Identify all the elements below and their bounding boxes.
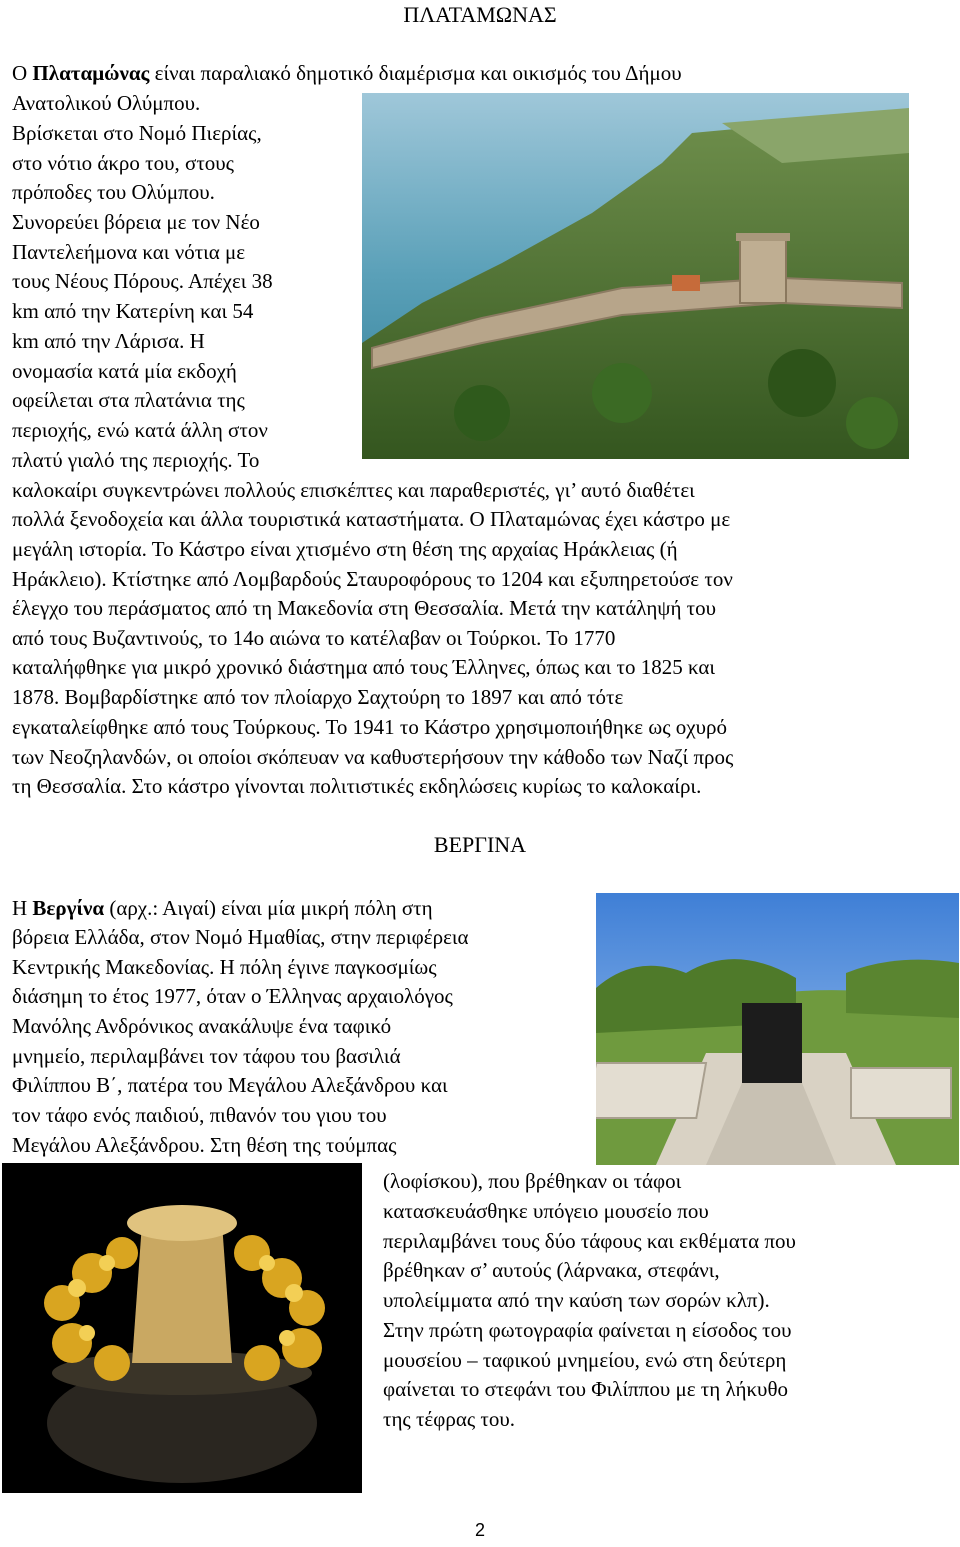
vergina-paragraph-text: (αρχ.: Αιγαί) είναι μία μικρή πόλη στη: [104, 896, 433, 920]
platamonas-paragraph-line: [12, 415, 268, 445]
platamonas-paragraph-line: [12, 771, 701, 801]
platamonas-paragraph-line: [12, 623, 615, 653]
vergina-paragraph-place-name: Βεργίνα: [32, 896, 105, 920]
platamonas-paragraph-line: [12, 504, 730, 534]
platamonas-paragraph-line: [12, 712, 727, 742]
platamonas-paragraph-line: [12, 58, 682, 88]
platamonas-paragraph-text: Βρίσκεται στο Νομό Πιερίας,: [12, 121, 262, 145]
vergina-paragraph-line: [12, 1011, 391, 1041]
platamonas-paragraph-text: Ο: [12, 61, 33, 85]
platamonas-paragraph-line: [12, 356, 237, 386]
platamonas-paragraph-text: πλατύ γιαλό της περιοχής. Το: [12, 448, 260, 472]
platamonas-paragraph-line: [12, 445, 259, 475]
vergina-paragraph-line: [12, 952, 437, 982]
vergina-paragraph-line: [383, 1166, 681, 1196]
vergina-paragraph-line: [383, 1374, 788, 1404]
vergina-paragraph-line: [12, 893, 433, 923]
vergina-paragraph-text: φαίνεται το στεφάνι του Φιλίππου με τη λήκυθο: [383, 1377, 788, 1401]
platamonas-paragraph-text: καλοκαίρι συγκεντρώνει πολλούς επισκέπτες και παραθεριστές, γι’ αυτό διαθέτει: [12, 478, 695, 502]
platamonas-paragraph-line: [12, 296, 253, 326]
platamonas-paragraph-place-name: Πλαταμώνας: [32, 61, 150, 85]
platamonas-paragraph-line: [12, 118, 262, 148]
vergina-paragraph-text: Μανόλης Ανδρόνικος ανακάλυψε ένα ταφικό: [12, 1014, 392, 1038]
platamonas-paragraph-text: Ηράκλειο). Κτίστηκε από Λομβαρδούς Σταυροφόρους το 1204 και εξυπηρετούσε τον: [12, 567, 733, 591]
golden-wreath-photo: [2, 1163, 362, 1493]
vergina-paragraph-text: Φιλίππου Β΄, πατέρα του Μεγάλου Αλεξάνδρου και: [12, 1073, 448, 1097]
platamonas-paragraph-line: [12, 534, 678, 564]
platamonas-paragraph-text: από τους Βυζαντινούς, το 14ο αιώνα το κατέλαβαν οι Τούρκοι. Το 1770: [12, 626, 616, 650]
platamonas-paragraph-text: εγκαταλείφθηκε από τους Τούρκους. Το 1941 το Κάστρο χρησιμοποιήθηκε ως οχυρό: [12, 715, 727, 739]
platamonas-paragraph-line: [12, 475, 695, 505]
platamonas-paragraph-line: [12, 682, 623, 712]
platamonas-paragraph-line: [12, 564, 733, 594]
platamonas-paragraph-text: 1878. Βομβαρδίστηκε από τον πλοίαρχο Σαχτούρη το 1897 και από τότε: [12, 685, 624, 709]
vergina-paragraph-text: περιλαμβάνει τους δύο τάφους και εκθέματα που: [383, 1229, 796, 1253]
platamonas-paragraph-line: [12, 207, 260, 237]
platamonas-castle-photo: [362, 93, 909, 459]
platamonas-paragraph-text: Παντελεήμονα και νότια με: [12, 240, 246, 264]
vergina-paragraph-text: κατασκευάσθηκε υπόγειο μουσείο που: [383, 1199, 709, 1223]
platamonas-paragraph-text: μεγάλη ιστορία. Το Κάστρο είναι χτισμένο στη θέση της αρχαίας Ηράκλειας (ή: [12, 537, 678, 561]
vergina-paragraph-line: [383, 1196, 709, 1226]
platamonas-paragraph-text: πολλά ξενοδοχεία και άλλα τουριστικά καταστήματα. Ο Πλαταμώνας έχει κάστρο με: [12, 507, 731, 531]
vergina-paragraph-line: [383, 1226, 796, 1256]
vergina-paragraph-text: μουσείου – ταφικού μνημείου, ενώ στη δεύτερη: [383, 1348, 787, 1372]
platamonas-paragraph-text: οφείλεται στα πλατάνια της: [12, 388, 245, 412]
vergina-paragraph-line: [383, 1285, 770, 1315]
vergina-paragraph-text: Η: [12, 896, 33, 920]
vergina-museum-entrance-photo: [596, 893, 959, 1165]
vergina-paragraph-text: υπολείμματα από την καύση των σορών κλπ).: [383, 1288, 770, 1312]
vergina-paragraph-text: βόρεια Ελλάδα, στον Νομό Ημαθίας, στην περιφέρεια: [12, 925, 469, 949]
platamonas-paragraph-line: [12, 237, 245, 267]
platamonas-paragraph-line: [12, 385, 245, 415]
vergina-paragraph-text: της τέφρας του.: [383, 1407, 515, 1431]
platamonas-paragraph-text: Συνορεύει βόρεια με τον Νέο: [12, 210, 260, 234]
platamonas-paragraph-line: [12, 593, 716, 623]
platamonas-paragraph-text: km από την Λάρισα. Η: [12, 329, 205, 353]
platamonas-paragraph-text: στο νότιο άκρο του, στους: [12, 151, 234, 175]
vergina-paragraph-text: τον τάφο ενός παιδιού, πιθανόν του γιου του: [12, 1103, 387, 1127]
vergina-paragraph-line: [12, 1100, 387, 1130]
vergina-paragraph-line: [12, 922, 469, 952]
platamonas-paragraph-line: [12, 266, 273, 296]
platamonas-paragraph-line: [12, 326, 205, 356]
platamonas-paragraph-text: πρόποδες του Ολύμπου.: [12, 180, 215, 204]
platamonas-paragraph-text: έλεγχο του περάσματος από τη Μακεδονία στη Θεσσαλία. Μετά την κατάληψή του: [12, 596, 717, 620]
vergina-paragraph-text: βρέθηκαν σ’ αυτούς (λάρνακα, στεφάνι,: [383, 1258, 720, 1282]
vergina-paragraph-line: [12, 981, 453, 1011]
vergina-paragraph-line: [12, 1041, 401, 1071]
platamonas-paragraph-text: καταλήφθηκε για μικρό χρονικό διάστημα από τους Έλληνες, όπως και το 1825 και: [12, 655, 716, 679]
vergina-paragraph-text: Στην πρώτη φωτογραφία φαίνεται η είσοδος του: [383, 1318, 792, 1342]
platamonas-paragraph-text: km από την Κατερίνη και 54: [12, 299, 254, 323]
vergina-paragraph-text: Μεγάλου Αλεξάνδρου. Στη θέση της τούμπας: [12, 1133, 397, 1157]
platamonas-paragraph-line: [12, 177, 215, 207]
vergina-paragraph-text: (λοφίσκου), που βρέθηκαν οι τάφοι: [383, 1169, 682, 1193]
platamonas-paragraph-text: είναι παραλιακό δημοτικό διαμέρισμα και οικισμός του Δήμου: [149, 61, 682, 85]
vergina-paragraph-text: μνημείο, περιλαμβάνει τον τάφου του βασιλιά: [12, 1044, 401, 1068]
vergina-paragraph-text: Κεντρικής Μακεδονίας. Η πόλη έγινε παγκοσμίως: [12, 955, 437, 979]
platamonas-paragraph-text: των Νεοζηλανδών, οι οποίοι σκόπευαν να καθυστερήσουν την κάθοδο των Ναζί προς: [12, 745, 734, 769]
vergina-paragraph-line: [12, 1130, 396, 1160]
vergina-paragraph-text: διάσημη το έτος 1977, όταν ο Έλληνας αρχαιολόγος: [12, 984, 453, 1008]
vergina-paragraph-line: [383, 1255, 720, 1285]
vergina-paragraph-line: [12, 1070, 448, 1100]
platamonas-paragraph-text: περιοχής, ενώ κατά άλλη στον: [12, 418, 268, 442]
section-title-vergina: ΒΕΡΓΙΝΑ: [433, 832, 527, 857]
platamonas-paragraph-line: [12, 88, 200, 118]
platamonas-paragraph-text: ονομασία κατά μία εκδοχή: [12, 359, 237, 383]
vergina-paragraph-line: [383, 1345, 786, 1375]
vergina-paragraph-line: [383, 1315, 792, 1345]
section-title-platamonas: ΠΛΑΤΑΜΩΝΑΣ: [403, 2, 557, 27]
page-number: 2: [474, 1520, 485, 1540]
platamonas-paragraph-text: τη Θεσσαλία. Στο κάστρο γίνονται πολιτιστικές εκδηλώσεις κυρίως το καλοκαίρι.: [12, 774, 702, 798]
platamonas-paragraph-line: [12, 148, 234, 178]
platamonas-paragraph-line: [12, 742, 733, 772]
platamonas-paragraph-line: [12, 652, 715, 682]
platamonas-paragraph-text: Ανατολικού Ολύμπου.: [12, 91, 201, 115]
platamonas-paragraph-text: τους Νέους Πόρους. Απέχει 38: [12, 269, 273, 293]
vergina-paragraph-line: [383, 1404, 515, 1434]
